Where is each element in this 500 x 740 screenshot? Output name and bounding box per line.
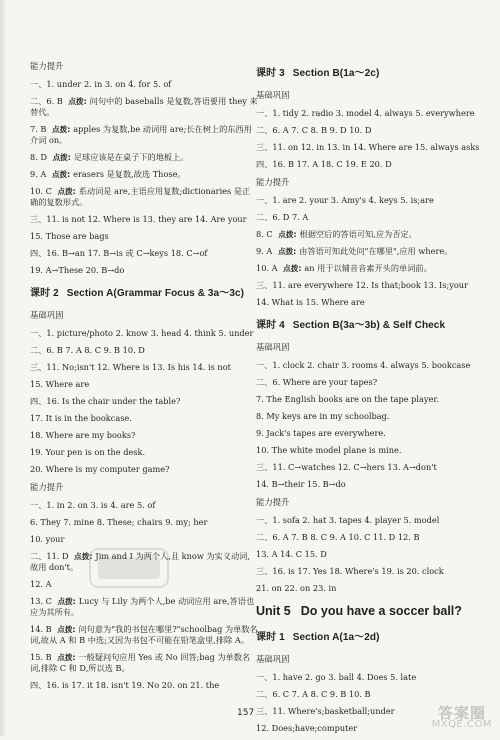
answer-number: 7. B [30, 124, 50, 134]
answer-line [30, 447, 258, 458]
answer-line [256, 297, 484, 308]
answer-line [256, 246, 484, 257]
answer-text: 三、11. are everywhere 12. Is that;book 13. Is;your [256, 280, 468, 290]
answer-line [30, 596, 258, 618]
answer-text: 三、11. on 12. in 13. in 14. Where are 15. always asks [256, 142, 480, 152]
answer-line [256, 195, 484, 206]
answer-line [30, 362, 258, 373]
hint-label: 点拨: [57, 625, 76, 634]
hint-label: 点拨: [57, 187, 76, 196]
answer-line [30, 248, 258, 259]
answer-line [256, 394, 484, 405]
answer-number: 10. A [256, 263, 281, 273]
answer-text: 8. My keys are in my schoolbag. [256, 411, 390, 421]
answer-text: 问句意为"我的书包在哪里?"schoolbag 为单数名词,故从 A 和 B 中选;又因为书包不可能在铅笔盒里,排除 A。 [30, 624, 258, 645]
right-answer-column [256, 56, 484, 740]
answer-text: 一、1. picture/photo 2. know 3. head 4. think 5. under [30, 328, 254, 338]
answer-number: 14. B [30, 624, 55, 634]
answer-text: apples 为复数,be 动词用 are;长在树上的东西用介词 on。 [30, 124, 252, 145]
answer-line [30, 464, 258, 475]
answer-text: 19. Your pen is on the desk. [30, 447, 146, 457]
answer-text: 根据空后的答语可知,应为否定。 [299, 229, 417, 239]
answer-text: 21. on 22. on 23. in [256, 583, 337, 593]
answer-text: 二、6. A 7. B 8. C 9. A 10. C 11. D 12. B [256, 532, 420, 542]
answer-text: 9. Jack's tapes are everywhere. [256, 428, 386, 438]
answer-number: 二、6. B [30, 96, 66, 106]
answer-text: an 用于以辅音音素开头的单词前。 [304, 263, 432, 273]
answer-line [30, 413, 258, 424]
answer-line [256, 377, 484, 388]
answer-text: 问句中的 baseballs 是复数,答语要用 they 来替代。 [30, 96, 258, 117]
section-heading: 能力提升 [30, 61, 64, 71]
hint-label: 点拨: [68, 97, 87, 106]
answer-text: 四、16. B 17. A 18. C 19. E 20. D [256, 159, 392, 169]
answer-line [256, 411, 484, 422]
answer-line [30, 231, 258, 242]
answer-line [256, 360, 484, 371]
answer-text: 一、1. under 2. in 3. on 4. for 5. of [30, 79, 172, 89]
answer-line [256, 280, 484, 291]
lesson-section-name: Section B(3a～3b) & Self Check [292, 320, 446, 331]
hint-label: 点拨: [277, 247, 297, 256]
answer-text: 19. A→These 20. B→do [30, 265, 125, 275]
hint-label: 点拨: [283, 264, 302, 273]
hint-label: 点拨: [57, 597, 76, 606]
lesson-section-name: Section B(1a～2c) [292, 68, 380, 79]
answer-line [30, 500, 258, 511]
page-number: 157 [237, 708, 255, 718]
answer-number: 15. B [30, 652, 55, 662]
answer-number: 10. C [30, 186, 55, 196]
watermark-text-cn: 答案圈 [437, 704, 486, 722]
answer-number: 9. A [256, 246, 275, 256]
answer-line [256, 566, 484, 577]
hint-label: 点拨: [74, 552, 93, 561]
answer-text: 一、1. have 2. go 3. ball 4. Does 5. late [256, 672, 417, 682]
answer-line [30, 186, 258, 208]
answer-text: 13. A 14. C 15. D [256, 549, 327, 559]
answer-line [256, 532, 484, 543]
answer-line [256, 689, 484, 700]
answer-text: erasers 是复数,故选 Those。 [73, 169, 186, 179]
watermark-text-url: MXQE.COM [431, 719, 492, 730]
answer-line [256, 229, 484, 240]
answer-line [30, 680, 258, 691]
hint-label: 点拨: [52, 125, 71, 134]
answer-text: 由答语可知此处问"在哪里",应用 where。 [299, 246, 453, 256]
lesson-number: 课时 2 [30, 288, 59, 299]
answer-line [30, 379, 258, 390]
hint-label: 点拨: [52, 153, 71, 162]
lesson-number: 课时 3 [256, 68, 285, 79]
answer-line [30, 328, 258, 339]
answer-line [30, 152, 258, 163]
answer-text: 18. Where are my books? [30, 430, 136, 440]
hint-label: 点拨: [51, 170, 71, 179]
answer-line [256, 159, 484, 170]
answer-number: 8. D [30, 152, 50, 162]
answer-line [256, 125, 484, 136]
answer-line [30, 79, 258, 90]
answer-line [30, 534, 258, 545]
answer-line [30, 430, 258, 441]
left-answer-column [30, 56, 258, 697]
lesson-title [30, 284, 258, 299]
lesson-number: 课时 1 [256, 632, 285, 643]
answer-text: 四、16. Is the chair under the table? [30, 396, 181, 406]
lesson-section-name: Section A(Grammar Focus & 3a～3c) [66, 288, 245, 299]
answer-text: 二、6. A 7. C 8. B 9. D 10. D [256, 125, 372, 135]
answer-line [256, 263, 484, 274]
answer-text: 17. It is in the bookcase. [30, 413, 132, 423]
answer-text: 10. The white model plane is mine. [256, 445, 402, 455]
answer-line [256, 142, 484, 153]
answer-text: Lucy 与 Lily 为两个人,be 动词应用 are,答语也应为其所有。 [30, 596, 255, 617]
answer-line [30, 124, 258, 146]
hint-label: 点拨: [278, 230, 297, 239]
answer-number: 8. C [256, 229, 276, 239]
answer-line [30, 345, 258, 356]
section-heading: 基础巩固 [256, 90, 290, 100]
answer-text: 12. A [30, 579, 52, 589]
answer-number: 13. C [30, 596, 55, 606]
answer-line [256, 212, 484, 223]
lesson-title [256, 64, 484, 79]
answer-number: 二、11. D [30, 551, 72, 561]
watermark-logo [418, 702, 492, 730]
answer-line [30, 652, 258, 674]
answer-text: 二、6. D 7. A [256, 212, 309, 222]
answer-text: 三、11. No;isn't 12. Where is 13. Is his 14. is not [30, 362, 231, 372]
unit-number: Unit 5 [256, 604, 291, 618]
answer-line [30, 214, 258, 225]
section-heading: 能力提升 [256, 177, 290, 187]
answer-text: 足球应该是在桌子下的地板上。 [73, 152, 189, 162]
answer-text: 20. Where is my computer game? [30, 464, 170, 474]
answer-line [256, 445, 484, 456]
lesson-section-name: Section A(1a～2d) [292, 632, 380, 643]
answer-line [30, 96, 258, 118]
hint-label: 点拨: [57, 653, 76, 662]
page-gutter-shadow [0, 0, 7, 736]
answer-text: 10. your [30, 534, 65, 544]
lesson-title [256, 316, 484, 331]
answer-line [30, 624, 258, 646]
unit-title [256, 604, 484, 618]
section-heading: 基础巩固 [30, 310, 64, 320]
answer-text: 一般疑问句应用 Yes 或 No 回答;bag 为单数名词,排除 C 和 D,所以选 B。 [30, 652, 251, 673]
answer-text: 12. Does;have;computer [256, 723, 358, 733]
unit-name: Do you have a soccer ball? [300, 604, 462, 618]
lesson-title [256, 628, 484, 643]
answer-text: 三、16. is 17. Yes 18. Where's 19. is 20. clock [256, 566, 444, 576]
answer-line [256, 515, 484, 526]
answer-line [256, 428, 484, 439]
faded-stamp-graphic [88, 547, 170, 589]
section-heading: 基础巩固 [256, 342, 290, 352]
answer-line [256, 462, 484, 473]
answer-number: 9. A [30, 169, 49, 179]
answer-text: 15. Where are [30, 379, 90, 389]
answer-text: 一、1. sofa 2. hat 3. tapes 4. player 5. model [256, 515, 440, 525]
answer-line [30, 169, 258, 180]
section-heading: 基础巩固 [256, 654, 290, 664]
answer-text: 14. What is 15. Where are [256, 297, 365, 307]
answer-line [30, 517, 258, 528]
answer-line [30, 396, 258, 407]
answer-text: 四、16. B→an 17. B→is 或 C→keys 18. C→of [30, 248, 208, 258]
section-heading: 能力提升 [30, 482, 64, 492]
answer-text: 三、11. Where's;basketball;under [256, 706, 395, 716]
answer-line [256, 549, 484, 560]
answer-text: 四、16. is 17. it 18. isn't 19. No 20. on 21. the [30, 680, 220, 690]
section-heading: 能力提升 [256, 497, 290, 507]
answer-line [256, 672, 484, 683]
answer-text: 7. The English books are on the tape player. [256, 394, 440, 404]
answer-text: 二、6. Where are your tapes? [256, 377, 378, 387]
answer-line [256, 583, 484, 594]
answer-text: 系动词是 are,主语应用复数;dictionaries 是正确的复数形式。 [30, 186, 251, 207]
answer-line [30, 265, 258, 276]
answer-text: 三、11. is not 12. Where is 13. they are 14. Are your [30, 214, 247, 224]
answer-text: 一、1. clock 2. chair 3. rooms 4. always 5. bookcase [256, 360, 471, 370]
answer-line [256, 108, 484, 119]
answer-text: 一、1. are 2. your 3. Amy's 4. keys 5. is;are [256, 195, 434, 205]
answer-line [256, 479, 484, 490]
answer-text: 一、1. tidy 2. radio 3. model 4. always 5. everywhere [256, 108, 475, 118]
answer-text: Jim and I 为两个人,且 know 为实义动词,故用 don't。 [30, 551, 250, 572]
answer-text: 二、6. B 7. A 8. C 9. B 10. D [30, 345, 145, 355]
answer-text: 三、11. C→watches 12. C→hers 13. A→don't [256, 462, 437, 472]
answer-text: 6. They 7. mine 8. These; chairs 9. my; her [30, 517, 208, 527]
answer-text: 15. Those are bags [30, 231, 109, 241]
answer-text: 一、1. in 2. on 3. is 4. are 5. of [30, 500, 156, 510]
answer-text: 14. B→their 15. B→do [256, 479, 346, 489]
lesson-number: 课时 4 [256, 320, 285, 331]
answer-text: 二、6. C 7. A 8. C 9. B 10. B [256, 689, 371, 699]
